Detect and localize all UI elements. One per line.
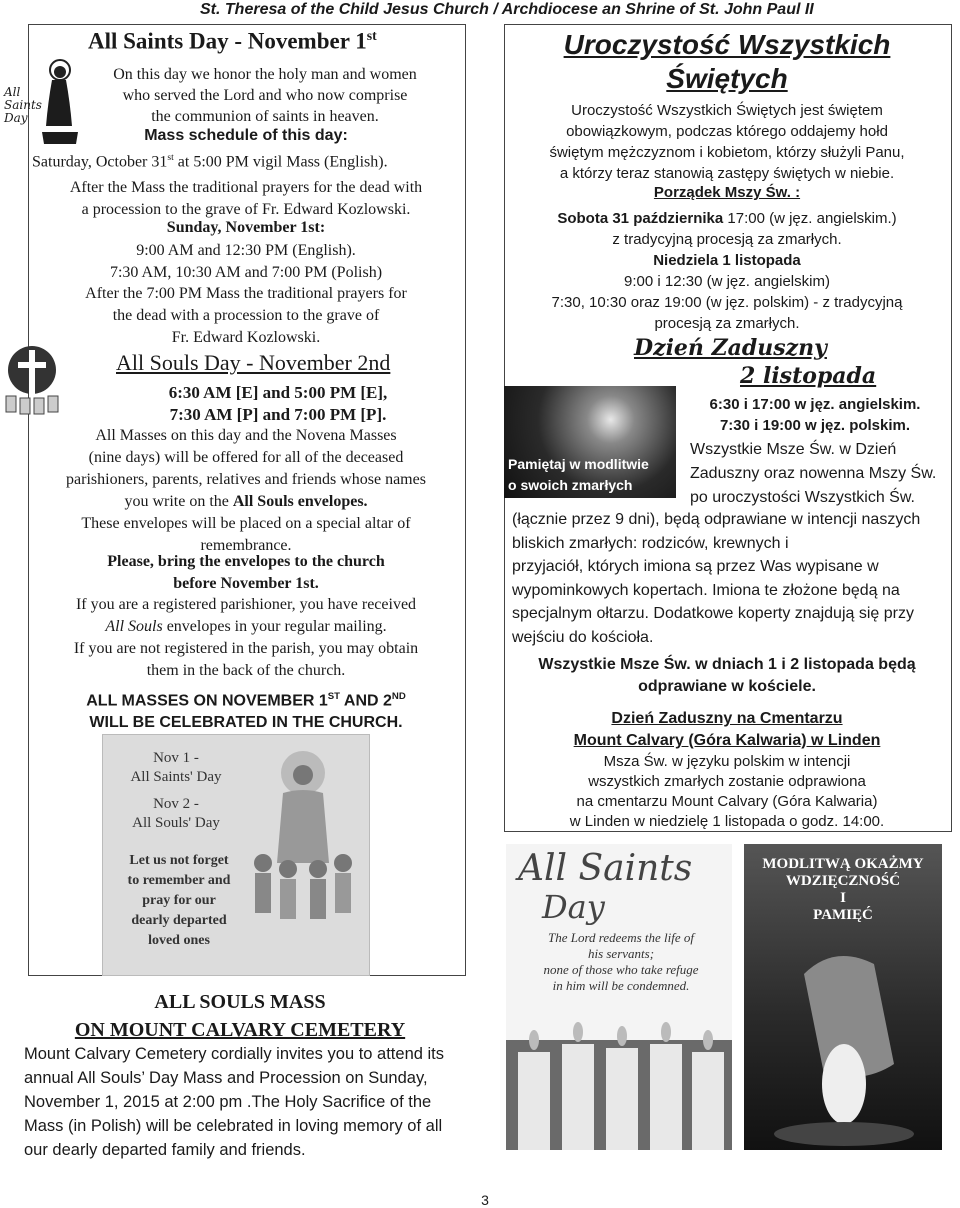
verse-line: his servants;: [587, 946, 655, 961]
all-souls-body: [28, 425, 464, 557]
all-saints-title: [88, 28, 377, 55]
intro-line: the communion of saints in heaven.: [151, 108, 379, 125]
registered-line: If you are a registered parishioner, you have received: [75, 596, 417, 613]
card-bottom-line: pray for our: [142, 893, 216, 908]
souls-body-line: parishioners, parents, relatives and friends whose names: [66, 471, 426, 488]
card-line: All Saints' Day: [130, 769, 222, 785]
all-masses-sup2: ND: [391, 691, 406, 702]
full-line: przyjaciół, których imiona są przez Was wypisane w: [512, 558, 879, 575]
card-line: Nov 1 -: [153, 750, 199, 766]
card-bottom-line: to remember and: [127, 873, 231, 888]
saturday-b: at 5:00 PM vigil Mass (English).: [173, 153, 388, 171]
card-bottom-line: dearly departed: [131, 913, 227, 928]
polish-cem-line: Msza Św. w języku polskim w intencji: [603, 753, 851, 770]
registered-rest: envelopes in your regular mailing.: [162, 618, 387, 635]
prayer-hands-image: [744, 844, 942, 1150]
souls-body-line: All Masses on this day and the Novena Masses: [95, 427, 397, 444]
polish-cem-line: w Linden w niedzielę 1 listopada o godz. 14:00.: [569, 813, 885, 830]
caption-line: o swoich zmarłych: [508, 477, 633, 493]
polish-title: [504, 28, 950, 96]
sat-polish-rest: 17:00 (w jęz. angielskim.): [723, 210, 897, 227]
verse-line: The Lord redeems the life of: [548, 930, 694, 945]
mass-schedule-heading: Mass schedule of this day:: [144, 127, 348, 144]
full-line: specjalnym ołtarzu. Dodatkowe koperty znajdują się przy: [512, 605, 914, 622]
sunday-polish-line: procesją za zmarłych.: [654, 315, 800, 332]
cemetery-title-line1: ALL SOULS MASS: [154, 991, 326, 1013]
saturday-sup: st: [167, 152, 174, 163]
cemetery-line: Mass (in Polish) will be celebrated in loving memory of all: [24, 1117, 443, 1135]
intro-line: On this day we honor the holy man and women: [113, 66, 417, 83]
card-bottom-line: loved ones: [148, 933, 210, 948]
polish-intro-line: Uroczystość Wszystkich Świętych jest świętem: [571, 102, 883, 119]
card-line: Nov 2 -: [153, 796, 199, 812]
souls-body-line: (nine days) will be offered for all of the deceased: [88, 449, 404, 466]
side-line: Wszystkie Msze Św. w Dzień: [690, 441, 897, 458]
sat-polish-line: [504, 208, 950, 229]
registered-italic: All Souls: [105, 618, 163, 635]
all-masses-b: AND 2: [340, 692, 392, 710]
side-line: Zaduszny oraz nowenna Mszy Św.: [690, 465, 937, 482]
card-text-top: [111, 749, 241, 833]
all-saints-title-text: All Saints Day - November 1: [88, 28, 367, 54]
page-header: St. Theresa of the Child Jesus Church / Archdiocese an Shrine of St. John Paul II: [200, 1, 814, 18]
all-masses-line1: [28, 686, 464, 712]
full-line: wypominkowych kopertach. Imiona te złożone będą na: [512, 581, 900, 599]
souls-body-line: [28, 491, 464, 513]
notreg-line: If you are not registered in the parish, you may obtain: [73, 640, 419, 657]
polish-cemetery-title: [504, 708, 950, 752]
side-text: [690, 438, 946, 510]
full-line: (łącznie przez 9 dni), będą odprawiane w intencji naszych: [512, 511, 921, 528]
all-masses-line2: WILL BE CELEBRATED IN THE CHURCH.: [89, 714, 403, 732]
polish-title-line2: Świętych: [666, 63, 788, 94]
prayer-image-text: [744, 856, 942, 924]
polish-cem-line: wszystkich zmarłych zostanie odprawiona: [588, 773, 866, 790]
full-text: [512, 508, 948, 649]
order-heading: Porządek Mszy Św. :: [653, 184, 801, 201]
nov-card-image: [102, 734, 370, 976]
all-saints-intro: [80, 64, 450, 127]
sat-polish-bold: Sobota 31 października: [557, 210, 724, 227]
hands-candle-graphic: [744, 934, 942, 1150]
praying-saint-icon-label: All Saints Day: [4, 85, 42, 125]
sunday-time-line: 7:30 AM, 10:30 AM and 7:00 PM (Polish): [109, 264, 383, 281]
cemetery-line: annual All Souls’ Day Mass and Procession on Sunday,: [24, 1069, 428, 1087]
sunday-polish: Niedziela 1 listopada: [653, 252, 801, 269]
polish-intro-line: obowiązkowym, podczas którego oddajemy hołd: [566, 123, 888, 140]
dzien-title: Dzień Zaduszny: [634, 335, 827, 361]
cemetery-title-line2: ON MOUNT CALVARY CEMETERY: [74, 1019, 406, 1041]
card-bottom-line: Let us not forget: [129, 853, 229, 868]
after-line: a procession to the grave of Fr. Edward Kozlowski.: [81, 201, 411, 218]
bring-line: before November 1st.: [173, 575, 319, 592]
intro-line: who served the Lord and who now comprise: [122, 87, 408, 104]
after-line: After the Mass the traditional prayers for the dead with: [69, 179, 423, 196]
prayer-line: WDZIĘCZNOŚĆ: [785, 873, 901, 889]
polish-title-line1: Uroczystość Wszystkich: [563, 29, 891, 60]
placed-line: remembrance.: [200, 537, 292, 554]
cemetery-line: Mount Calvary Cemetery cordially invites you to attend its: [24, 1045, 445, 1063]
dzien-date: 2 listopada: [740, 363, 877, 389]
dzien-time-line: 6:30 i 17:00 w jęz. angielskim.: [709, 396, 921, 413]
after-mass-1: [28, 177, 464, 221]
candle-photo-caption: [508, 454, 649, 496]
cemetery-title: [20, 988, 460, 1044]
polish-intro-line: świętym mężczyznom i kobietom, którzy służyli Panu,: [549, 144, 905, 161]
saints-image-title1: All Saints: [518, 848, 693, 889]
cemetery-body: [24, 1042, 464, 1162]
saints-image-title2: Day: [542, 888, 605, 926]
after-line: After the 7:00 PM Mass the traditional prayers for: [85, 285, 407, 302]
sunday-heading: Sunday, November 1st:: [166, 219, 326, 236]
sunday-polish-line: 9:00 i 12:30 (w jęz. angielskim): [624, 273, 830, 290]
notreg-line: them in the back of the church.: [146, 662, 346, 679]
dzien-time-line: 7:30 i 19:00 w jęz. polskim.: [719, 417, 911, 434]
sunday-time-line: 9:00 AM and 12:30 PM (English).: [136, 242, 356, 259]
saturday-a: Saturday, October 31: [32, 153, 168, 171]
polish-cemetery-title-line2: Mount Calvary (Góra Kalwaria) w Linden: [573, 732, 881, 749]
after-line: the dead with a procession to the grave of: [112, 307, 380, 324]
candle-photo: [504, 386, 676, 498]
after-line: Fr. Edward Kozlowski.: [171, 329, 321, 346]
saints-image-verse: [516, 930, 726, 994]
cemetery-line: November 1, 2015 at 2:00 pm .The Holy Sacrifice of the: [24, 1093, 432, 1111]
placed-line: These envelopes will be placed on a special altar of: [81, 515, 411, 532]
all-souls-title: All Souls Day - November 2nd: [116, 350, 391, 375]
all-masses-sup1: ST: [327, 691, 341, 702]
card-text-bottom: [109, 851, 249, 951]
all-saints-candles-image: [506, 844, 732, 1150]
sunday-times: [28, 240, 464, 284]
full-line: wejściu do kościoła.: [512, 628, 654, 646]
all-masses-notice: [28, 686, 464, 734]
saturday-line: [32, 152, 462, 171]
registered-line: [28, 616, 464, 638]
candles-graphic: [506, 1000, 732, 1150]
bring-envelopes: [28, 551, 464, 595]
prayer-line: I: [840, 890, 846, 906]
after-mass-2: [28, 283, 464, 349]
souls-time-line: 6:30 AM [E] and 5:00 PM [E],: [168, 383, 388, 402]
all-saints-title-sup: st: [366, 28, 377, 43]
all-msze-line: Wszystkie Msze Św. w dniach 1 i 2 listopada będą: [538, 656, 916, 673]
side-line: po uroczystości Wszystkich Św.: [690, 489, 915, 506]
polish-cem-line: na cmentarzu Mount Calvary (Góra Kalwaria): [576, 793, 878, 810]
dzien-times: [680, 394, 950, 436]
sunday-polish-line: 7:30, 10:30 oraz 19:00 (w jęz. polskim) - z tradycyjną: [551, 294, 903, 311]
prayer-line: PAMIĘĆ: [813, 907, 873, 923]
polish-cemetery-title-line1: Dzień Zaduszny na Cmentarzu: [611, 710, 843, 727]
card-line: All Souls' Day: [132, 815, 220, 831]
page-number: 3: [481, 1192, 489, 1208]
all-msze-line: odprawiane w kościele.: [638, 678, 816, 695]
bring-line: Please, bring the envelopes to the church: [107, 553, 385, 570]
verse-line: in him will be condemned.: [552, 978, 690, 993]
polish-cemetery-body: [504, 752, 950, 832]
prayer-line: MODLITWĄ OKAŻMY: [762, 856, 924, 872]
all-souls-times: [28, 382, 528, 426]
full-line: bliskich zmarłych: rodziców, krewnych i: [512, 534, 789, 552]
polish-intro: [504, 100, 950, 184]
all-masses-a: ALL MASSES ON NOVEMBER 1: [86, 692, 328, 710]
envelopes-a: you write on the: [124, 493, 233, 510]
all-msze-notice: [504, 654, 950, 698]
registered-text: [28, 594, 464, 682]
saints-illustration: [243, 743, 363, 933]
sat-polish-line2: z tradycyjną procesją za zmarłych.: [612, 231, 842, 248]
verse-line: none of those who take refuge: [543, 962, 699, 977]
souls-time-line: 7:30 AM [P] and 7:00 PM [P].: [169, 405, 387, 424]
envelopes-b: All Souls envelopes.: [232, 493, 368, 510]
cemetery-line: our dearly departed family and friends.: [24, 1141, 306, 1159]
polish-intro-line: a którzy teraz stanowią zastępy świętych w niebie.: [559, 165, 895, 182]
saturday-polish: [504, 208, 950, 334]
caption-line: Pamiętaj w modlitwie: [508, 456, 649, 472]
